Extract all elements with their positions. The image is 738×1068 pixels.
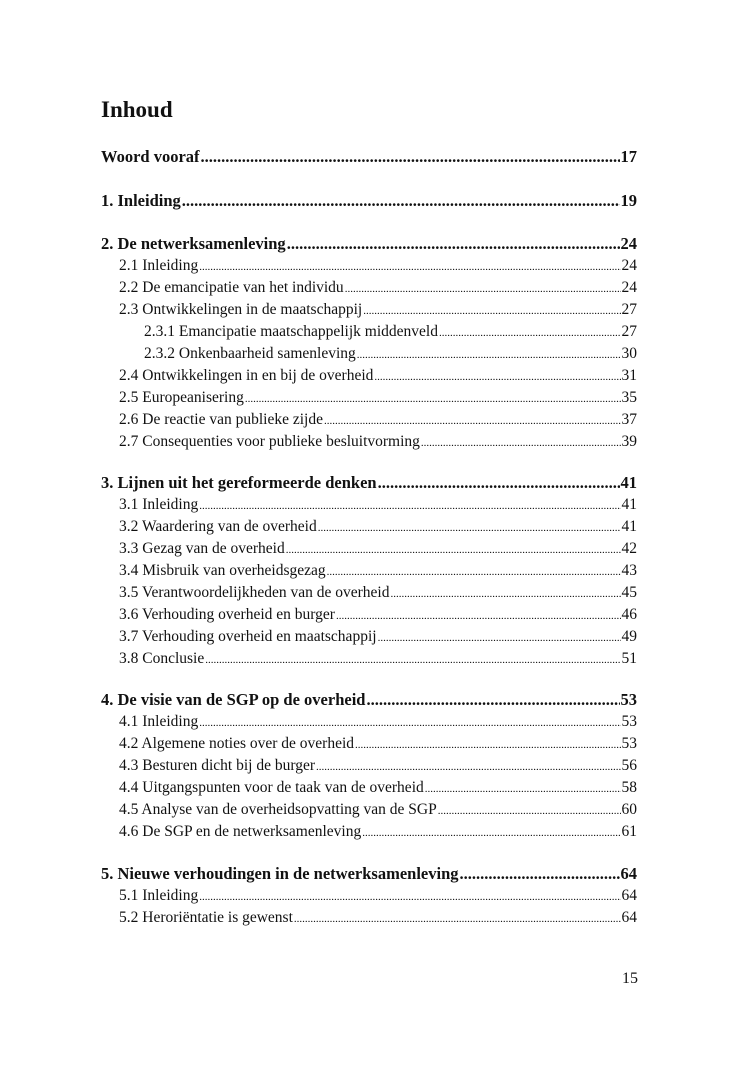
toc-entry-page: 42 — [621, 540, 637, 557]
toc-entry-page: 30 — [621, 345, 637, 362]
toc-entry-label: 2.6 De reactie van publieke zijde — [119, 411, 323, 428]
toc-entry-section — [101, 755, 637, 777]
toc-entry-page: 51 — [621, 650, 637, 667]
toc-entry-section — [101, 277, 637, 299]
dot-leader — [205, 648, 620, 671]
toc-entry-section — [101, 387, 637, 409]
dot-leader — [439, 321, 621, 344]
toc-entry-section — [101, 365, 637, 387]
toc-entry-label: 2.3 Ontwikkelingen in de maatschappij — [119, 301, 363, 318]
page-number: 15 — [622, 970, 638, 987]
toc-entry-section — [101, 409, 637, 431]
toc-entry-section — [101, 821, 637, 843]
toc-entry-page: 41 — [621, 518, 637, 535]
dot-leader — [327, 560, 621, 583]
toc-entry-page: 53 — [620, 690, 637, 709]
dot-leader — [460, 863, 620, 885]
toc-entry-chapter — [101, 190, 637, 212]
toc-entry-label: 3.3 Gezag van de overheid — [119, 540, 285, 557]
toc-entry-page: 27 — [621, 323, 637, 340]
toc-entry-page: 17 — [620, 147, 637, 166]
toc-entry-label: 2.4 Ontwikkelingen in en bij de overheid — [119, 367, 374, 384]
toc-entry-chapter — [101, 146, 637, 168]
dot-leader — [199, 885, 620, 908]
dot-leader — [421, 431, 621, 454]
toc-entry-label: 4. De visie van de SGP op de overheid — [101, 690, 366, 709]
toc-entry-label: 3.2 Waardering van de overheid — [119, 518, 317, 535]
dot-leader — [336, 604, 621, 627]
toc-entry-section — [101, 885, 637, 907]
dot-leader — [287, 233, 620, 255]
dot-leader — [362, 821, 620, 844]
dot-leader — [245, 387, 621, 410]
toc-entry-label: 4.5 Analyse van de overheidsopvatting van de SGP — [119, 801, 437, 818]
dot-leader — [366, 689, 619, 711]
toc-entry-page: 60 — [621, 801, 637, 818]
toc-entry-label: Woord vooraf — [101, 147, 200, 166]
toc-entry-page: 24 — [621, 279, 637, 296]
toc-entry-section — [101, 494, 637, 516]
toc-entry-label: 4.1 Inleiding — [119, 713, 199, 730]
dot-leader — [324, 409, 621, 432]
toc-entry-label: 3.4 Misbruik van overheidsgezag — [119, 562, 326, 579]
toc-entry-label: 3.8 Conclusie — [119, 650, 205, 667]
dot-leader — [363, 299, 620, 322]
dot-leader — [318, 516, 621, 539]
toc-entry-label: 2.7 Consequenties voor publieke besluitvorming — [119, 433, 420, 450]
toc-entry-label: 3.7 Verhouding overheid en maatschappij — [119, 628, 377, 645]
toc-entry-page: 37 — [621, 411, 637, 428]
toc-entry-page: 46 — [621, 606, 637, 623]
toc-entry-section — [101, 538, 637, 560]
toc-entry-label: 3. Lijnen uit het gereformeerde denken — [101, 473, 377, 492]
dot-leader — [390, 582, 620, 605]
toc-entry-page: 41 — [621, 496, 637, 513]
toc-entry-label: 5.1 Inleiding — [119, 887, 199, 904]
dot-leader — [357, 343, 621, 366]
dot-leader — [199, 255, 620, 278]
dot-leader — [286, 538, 621, 561]
toc-entry-label: 4.3 Besturen dicht bij de burger — [119, 757, 316, 774]
toc-entry-label: 2.5 Europeanisering — [119, 389, 244, 406]
toc-entry-page: 31 — [621, 367, 637, 384]
toc-entry-section — [101, 516, 637, 538]
toc-entry-page: 64 — [620, 864, 637, 883]
toc-entry-label: 2.3.1 Emancipatie maatschappelijk middenveld — [144, 323, 438, 340]
toc-entry-section — [101, 582, 637, 604]
toc-entry-label: 5.2 Heroriëntatie is gewenst — [119, 909, 293, 926]
toc-entry-label: 3.1 Inleiding — [119, 496, 199, 513]
toc-entry-page: 41 — [620, 473, 637, 492]
dot-leader — [199, 494, 620, 517]
dot-leader — [425, 777, 621, 800]
dot-leader — [201, 146, 620, 168]
toc-entry-page: 24 — [620, 234, 637, 253]
toc-entry-section — [101, 604, 637, 626]
dot-leader — [355, 733, 620, 756]
toc-entry-label: 1. Inleiding — [101, 191, 181, 210]
toc-entry-section — [101, 711, 637, 733]
toc-entry-page: 45 — [621, 584, 637, 601]
toc-entry-page: 53 — [621, 713, 637, 730]
toc-entry-section — [101, 907, 637, 929]
dot-leader — [294, 907, 621, 930]
dot-leader — [182, 190, 620, 212]
document-page — [101, 95, 637, 926]
toc-entry-subsection — [101, 343, 637, 365]
toc-entry-label: 2.2 De emancipatie van het individu — [119, 279, 344, 296]
toc-entry-section — [101, 255, 637, 277]
table-of-contents — [101, 95, 637, 995]
toc-entry-page: 58 — [621, 779, 637, 796]
toc-entry-page: 19 — [620, 191, 637, 210]
toc-entry-label: 4.2 Algemene noties over de overheid — [119, 735, 355, 752]
dot-leader — [199, 711, 620, 734]
toc-entry-subsection — [101, 321, 637, 343]
toc-entry-page: 43 — [621, 562, 637, 579]
toc-entry-section — [101, 648, 637, 670]
toc-entry-chapter — [101, 863, 637, 885]
toc-entry-page: 61 — [621, 823, 637, 840]
toc-entry-chapter — [101, 689, 637, 711]
toc-entry-label: 4.6 De SGP en de netwerksamenleving — [119, 823, 362, 840]
toc-entry-page: 49 — [621, 628, 637, 645]
dot-leader — [438, 799, 621, 822]
toc-entry-section — [101, 299, 637, 321]
toc-entry-page: 39 — [621, 433, 637, 450]
toc-entry-chapter — [101, 233, 637, 255]
toc-entry-label: 2.3.2 Onkenbaarheid samenleving — [144, 345, 356, 362]
toc-entry-label: 3.6 Verhouding overheid en burger — [119, 606, 335, 623]
toc-entry-label: 2. De netwerksamenleving — [101, 234, 286, 253]
page-title: Inhoud — [101, 97, 173, 122]
toc-entry-section — [101, 777, 637, 799]
toc-entry-label: 2.1 Inleiding — [119, 257, 199, 274]
toc-entry-label: 4.4 Uitgangspunten voor de taak van de overheid — [119, 779, 424, 796]
toc-entry-section — [101, 431, 637, 453]
toc-entry-section — [101, 733, 637, 755]
toc-entry-page: 64 — [621, 909, 637, 926]
toc-entry-page: 24 — [621, 257, 637, 274]
dot-leader — [316, 755, 620, 778]
toc-entry-label: 3.5 Verantwoordelijkheden van de overheid — [119, 584, 390, 601]
toc-entry-page: 53 — [621, 735, 637, 752]
dot-leader — [345, 277, 621, 300]
toc-entry-chapter — [101, 472, 637, 494]
toc-entry-page: 64 — [621, 887, 637, 904]
dot-leader — [378, 626, 621, 649]
toc-entry-page: 56 — [621, 757, 637, 774]
dot-leader — [378, 472, 620, 494]
toc-entry-page: 27 — [621, 301, 637, 318]
toc-entry-section — [101, 799, 637, 821]
toc-entry-label: 5. Nieuwe verhoudingen in de netwerksamenleving — [101, 864, 459, 883]
toc-entry-section — [101, 560, 637, 582]
dot-leader — [374, 365, 620, 388]
toc-entry-page: 35 — [621, 389, 637, 406]
toc-entry-section — [101, 626, 637, 648]
